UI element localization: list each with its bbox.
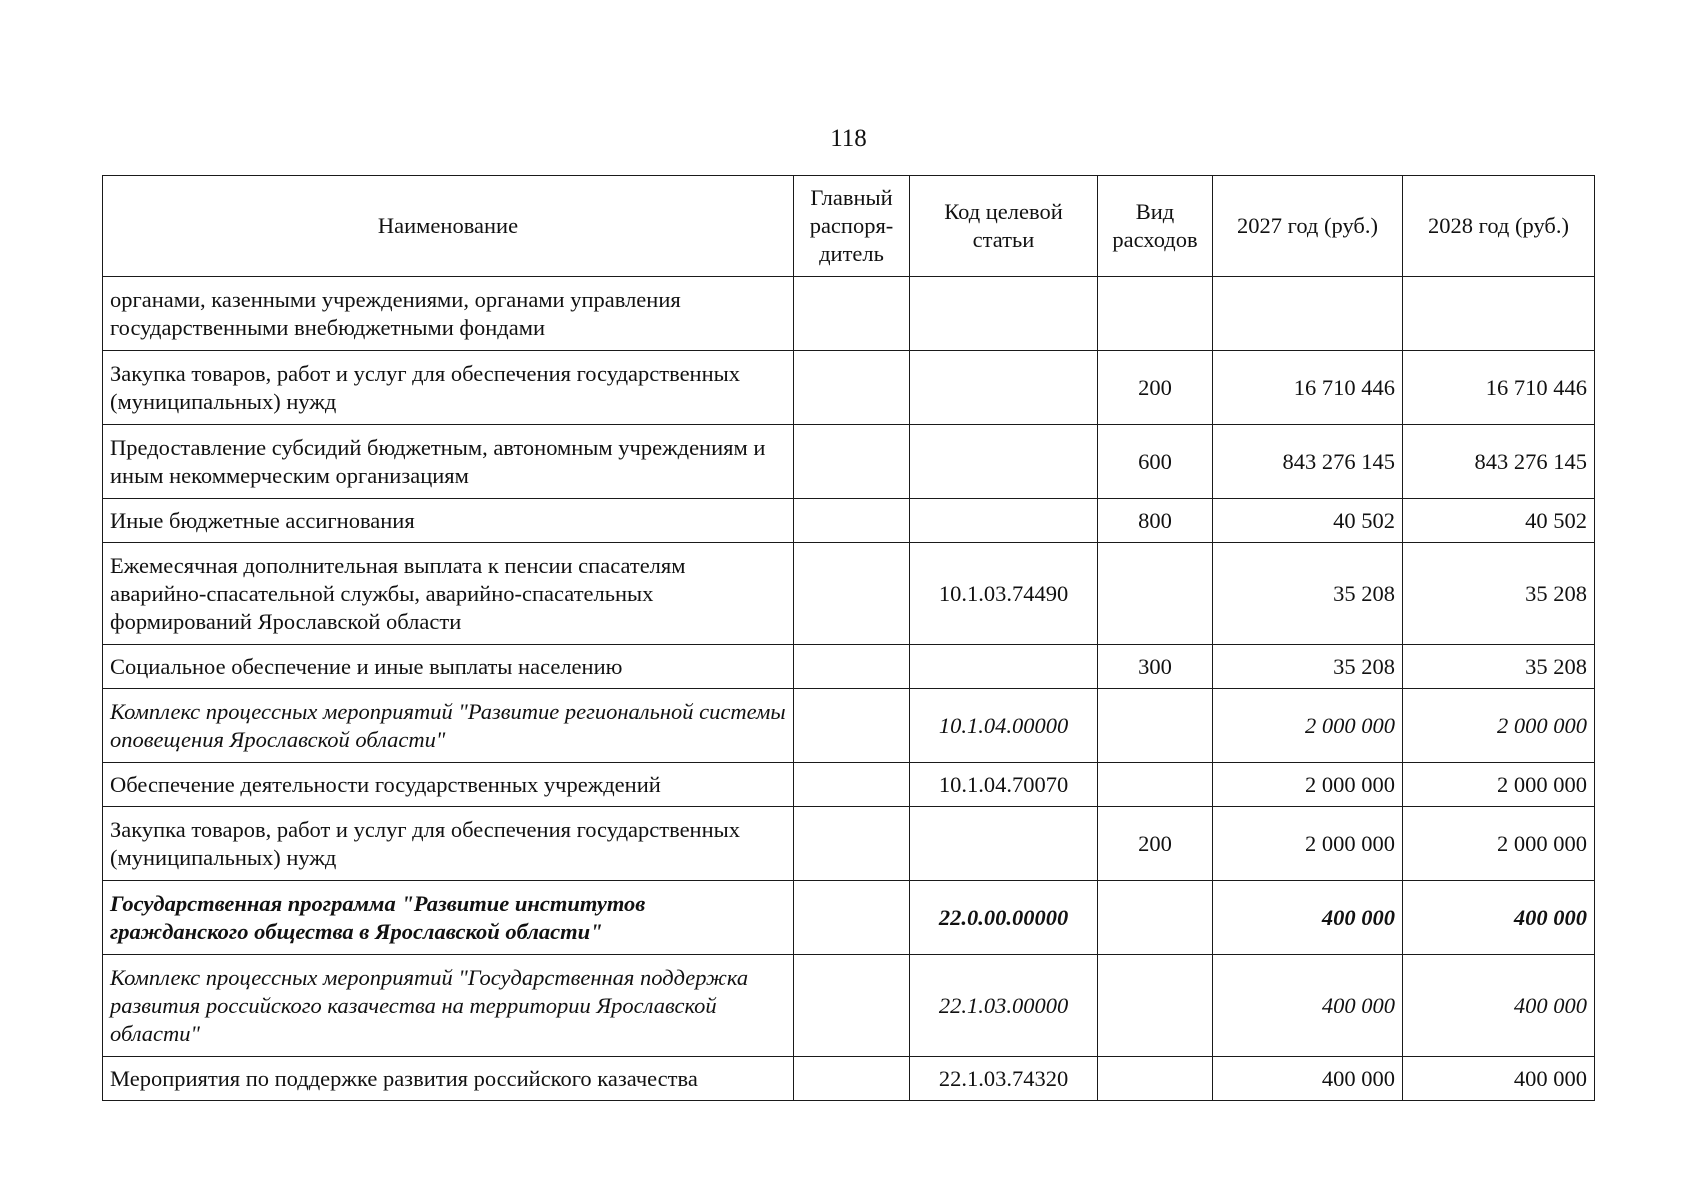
cell-amount-2027 <box>1213 277 1403 351</box>
page-number: 118 <box>830 125 867 152</box>
table-row <box>103 689 1595 763</box>
cell-amount-2028: 35 208 <box>1403 645 1595 689</box>
cell-amount-2027: 400 000 <box>1213 1057 1403 1101</box>
cell-name: Комплекс процессных мероприятий "Развитие региональной системы оповещения Ярославской области" <box>103 689 794 763</box>
cell-amount-2027: 40 502 <box>1213 499 1403 543</box>
table-row <box>103 351 1595 425</box>
cell-expense-type <box>1098 955 1213 1057</box>
header-expense-type: Вид расходов <box>1098 176 1213 277</box>
cell-amount-2028: 16 710 446 <box>1403 351 1595 425</box>
cell-code: 10.1.04.70070 <box>910 763 1098 807</box>
cell-code: 22.0.00.00000 <box>910 881 1098 955</box>
cell-manager <box>794 689 910 763</box>
cell-amount-2027: 2 000 000 <box>1213 689 1403 763</box>
cell-amount-2028: 40 502 <box>1403 499 1595 543</box>
header-year-2028: 2028 год (руб.) <box>1403 176 1595 277</box>
cell-manager <box>794 425 910 499</box>
cell-name: Мероприятия по поддержке развития российского казачества <box>103 1057 794 1101</box>
cell-amount-2028 <box>1403 277 1595 351</box>
cell-code: 10.1.04.00000 <box>910 689 1098 763</box>
cell-amount-2028: 2 000 000 <box>1403 763 1595 807</box>
cell-manager <box>794 807 910 881</box>
header-code: Код целевой статьи <box>910 176 1098 277</box>
cell-amount-2027: 400 000 <box>1213 955 1403 1057</box>
cell-amount-2027: 2 000 000 <box>1213 807 1403 881</box>
cell-expense-type <box>1098 881 1213 955</box>
cell-expense-type <box>1098 543 1213 645</box>
cell-code <box>910 425 1098 499</box>
header-manager: Главный распоря-дитель <box>794 176 910 277</box>
cell-amount-2028: 2 000 000 <box>1403 807 1595 881</box>
cell-amount-2027: 2 000 000 <box>1213 763 1403 807</box>
cell-amount-2028: 843 276 145 <box>1403 425 1595 499</box>
cell-manager <box>794 543 910 645</box>
cell-name: Закупка товаров, работ и услуг для обеспечения государственных (муниципальных) нужд <box>103 807 794 881</box>
cell-code <box>910 351 1098 425</box>
table-row <box>103 1057 1595 1101</box>
cell-expense-type <box>1098 1057 1213 1101</box>
cell-manager <box>794 1057 910 1101</box>
cell-name: Иные бюджетные ассигнования <box>103 499 794 543</box>
cell-amount-2028: 400 000 <box>1403 1057 1595 1101</box>
cell-amount-2027: 35 208 <box>1213 645 1403 689</box>
cell-manager <box>794 955 910 1057</box>
cell-code: 22.1.03.74320 <box>910 1057 1098 1101</box>
cell-manager <box>794 881 910 955</box>
cell-code: 22.1.03.00000 <box>910 955 1098 1057</box>
cell-expense-type: 300 <box>1098 645 1213 689</box>
cell-expense-type <box>1098 689 1213 763</box>
table-row <box>103 543 1595 645</box>
cell-name: Комплекс процессных мероприятий "Государственная поддержка развития российского казачества на территории Ярославской области" <box>103 955 794 1057</box>
table-row <box>103 955 1595 1057</box>
table-row <box>103 425 1595 499</box>
cell-code <box>910 645 1098 689</box>
cell-amount-2028: 2 000 000 <box>1403 689 1595 763</box>
header-year-2027: 2027 год (руб.) <box>1213 176 1403 277</box>
table-row <box>103 807 1595 881</box>
cell-manager <box>794 763 910 807</box>
table-row <box>103 645 1595 689</box>
cell-expense-type: 600 <box>1098 425 1213 499</box>
cell-code: 10.1.03.74490 <box>910 543 1098 645</box>
cell-code <box>910 807 1098 881</box>
header-name: Наименование <box>103 176 794 277</box>
cell-name: органами, казенными учреждениями, органами управления государственными внебюджетными фондами <box>103 277 794 351</box>
cell-amount-2027: 843 276 145 <box>1213 425 1403 499</box>
cell-expense-type: 800 <box>1098 499 1213 543</box>
cell-name: Ежемесячная дополнительная выплата к пенсии спасателям аварийно-спасательной службы, аварийно-спасательных формирований Ярославской области <box>103 543 794 645</box>
cell-manager <box>794 499 910 543</box>
table-header-row <box>103 176 1595 277</box>
cell-code <box>910 499 1098 543</box>
cell-amount-2027: 16 710 446 <box>1213 351 1403 425</box>
table-row <box>103 499 1595 543</box>
table-row <box>103 763 1595 807</box>
cell-expense-type <box>1098 277 1213 351</box>
cell-expense-type: 200 <box>1098 807 1213 881</box>
cell-amount-2027: 400 000 <box>1213 881 1403 955</box>
cell-expense-type <box>1098 763 1213 807</box>
table-row <box>103 881 1595 955</box>
budget-table <box>102 175 1595 1101</box>
cell-amount-2028: 400 000 <box>1403 881 1595 955</box>
cell-name: Закупка товаров, работ и услуг для обеспечения государственных (муниципальных) нужд <box>103 351 794 425</box>
cell-amount-2028: 400 000 <box>1403 955 1595 1057</box>
cell-code <box>910 277 1098 351</box>
table-row <box>103 277 1595 351</box>
cell-expense-type: 200 <box>1098 351 1213 425</box>
cell-amount-2027: 35 208 <box>1213 543 1403 645</box>
cell-name: Социальное обеспечение и иные выплаты населению <box>103 645 794 689</box>
cell-name: Предоставление субсидий бюджетным, автономным учреждениям и иным некоммерческим организациям <box>103 425 794 499</box>
cell-manager <box>794 277 910 351</box>
cell-name: Обеспечение деятельности государственных учреждений <box>103 763 794 807</box>
cell-amount-2028: 35 208 <box>1403 543 1595 645</box>
cell-manager <box>794 645 910 689</box>
cell-name: Государственная программа "Развитие институтов гражданского общества в Ярославской области" <box>103 881 794 955</box>
cell-manager <box>794 351 910 425</box>
